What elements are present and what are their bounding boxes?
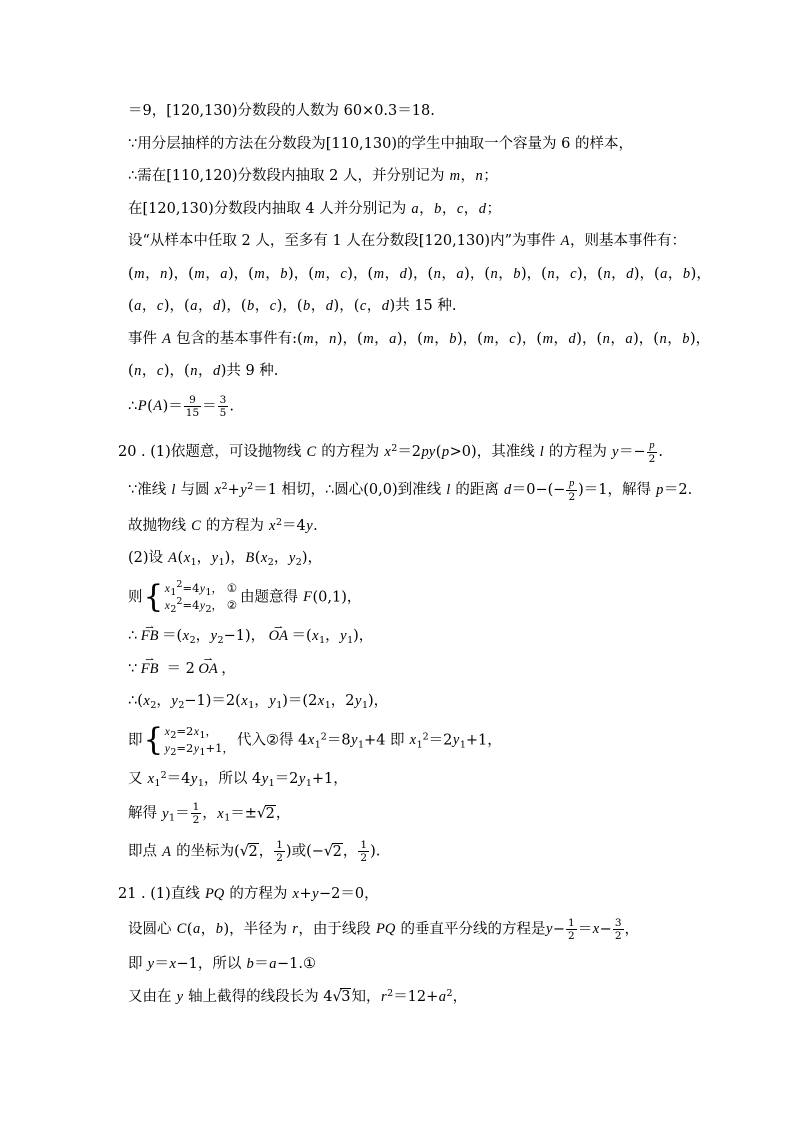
document-body	[118, 101, 742, 1007]
q20-line-11: 解得 $y_1=$ $\frac{1}{2}$ ，$x_1=\pm√2$，	[128, 801, 291, 827]
q20-line-9: 即 { $x_2=2x_1$， $y_2=2y_1+1$， 代入②得 $4x_1^2=8y_1+4$ 即 $x_1^2=2y_1+1$，	[128, 721, 502, 758]
q19-line-10: ∴P(A)＝ $\frac{9}{15}$ ＝ $\frac{3}{5}$ .	[128, 393, 234, 419]
q20-line-7: ∵ ⇀ FB ＝ 2 ⇀ OA ，	[128, 659, 742, 679]
radical: √2	[239, 843, 258, 860]
q21-line-4: 又由在 y 轴上截得的线段长为 4√3知，$r^2=12+a^2$，	[128, 987, 468, 1005]
q20-line-4: (2)设 $A(x_1$，$y_1$)，$B(x_2$，$y_2$)，	[128, 550, 322, 569]
equation-system	[143, 578, 238, 616]
fraction: $\frac{1}{2}$	[568, 916, 575, 942]
vector-arrow: ⇀ FB	[139, 626, 160, 646]
q21-line-1: 21 . (1)直线 PQ 的方程为 x+y−2＝0，	[118, 886, 379, 903]
q20-line-2: ∵准线 l 与圆 $x^2+y^2=1$ 相切，∴圆心(0,0)到准线 l 的距离 d＝0−(− $\frac{p}{2}$ )＝1，解得 p＝2.	[128, 478, 693, 504]
brace-icon: {	[143, 578, 164, 615]
q20-line-6: ∴ ⇀ FB $=(x_2$，$y_2-1$)， ⇀ OA $=(x_1$，$y_1$)，	[128, 626, 742, 646]
q19-line-5: 设“从样本中任取 2 人，至多有 1 人在分数段[120,130)内”为事件 A，则基本事件有：	[128, 233, 686, 249]
q20-line-5: 则 { $x_1^2=4y_1$， ① $x_2^2=4y_2$， ② 由题意得 F(0,1)，	[128, 578, 362, 616]
q20-line-3: 故抛物线 C 的方程为 $x^2=4y$.	[128, 516, 318, 534]
equation-system	[143, 721, 234, 758]
q20-line-1: 20 . (1)依题意，可设抛物线 C 的方程为 $x^2=2py(p>0)$，其准线 l 的方程为 y＝− $\frac{p}{2}$ .	[118, 439, 663, 465]
brace-icon: {	[143, 721, 164, 758]
q20-line-10: 又 $x_1^2=4y_1$，所以 $4y_1=2y_1+1$，	[128, 769, 348, 789]
fraction: $\frac{p}{2}$	[568, 478, 576, 504]
q20-line-8: $\therefore(x_2$，$y_2-1)=2(x_1$，$y_1)=(2x_1$，$2y_1$)，	[128, 693, 389, 712]
fraction: $\frac{1}{2}$	[192, 801, 200, 827]
fraction: $\frac{9}{15}$	[185, 393, 200, 419]
fraction: $\frac{3}{5}$	[219, 393, 227, 419]
radical: √2	[256, 805, 275, 822]
fraction: $\frac{1}{2}$	[360, 839, 368, 865]
q19-line-7: (a，c)，(a，d)，(b，c)，(b，d)，(c，d)共 15 种.	[128, 298, 457, 314]
q19-line-3: ∴需在[110,120)分数段内抽取 2 人，并分别记为 m，n；	[128, 168, 498, 184]
vector-arrow: ⇀ OA	[197, 659, 219, 679]
q21-line-2: 设圆心 C(a，b)，半径为 r，由于线段 PQ 的垂直平分线的方程是y− $\frac{1}{2}$ ＝x− $\frac{3}{2}$ ，	[128, 916, 640, 942]
fraction: $\frac{3}{2}$	[614, 916, 622, 942]
q19-line-4: 在[120,130)分数段内抽取 4 人并分别记为 a，b，c，d；	[128, 200, 502, 217]
fraction: $\frac{p}{2}$	[648, 439, 656, 465]
q19-line-6: (m，n)，(m，a)，(m，b)，(m，c)，(m，d)，(n，a)，(n，b)，(n，c)，(n，d)，(a，b)，	[128, 265, 711, 282]
vector-arrow: ⇀ FB	[139, 659, 160, 679]
radical: √2	[323, 843, 342, 860]
vector-arrow: ⇀ OA	[267, 626, 289, 646]
system-row: $x_1^2=4y_1$， ①	[164, 578, 238, 598]
system-row: $x_2^2=4y_2$， ②	[164, 596, 238, 616]
q19-line-1: ＝9，[120,130)分数段的人数为 60×0.3＝18.	[128, 103, 435, 119]
system-row: $y_2=2y_1+1$，	[164, 741, 234, 758]
q20-line-12: 即点 A 的坐标为(√2， $\frac{1}{2}$ )或(−√2， $\frac{1}{2}$ ).	[128, 839, 381, 865]
radical: √3	[332, 988, 351, 1005]
system-row: $x_2=2x_1$，	[164, 723, 217, 741]
fraction: $\frac{1}{2}$	[276, 839, 283, 865]
q21-line-3: 即 y＝x−1，所以 b＝a−1.①	[128, 956, 316, 973]
q19-line-8: 事件 A 包含的基本事件有:(m，n)，(m，a)，(m，b)，(m，c)，(m，d)，(n，a)，(n，b)，	[128, 330, 711, 347]
q19-line-2: ∵用分层抽样的方法在分数段为[110,130)的学生中抽取一个容量为 6 的样本，	[128, 135, 633, 152]
q19-line-9: (n，c)，(n，d)共 9 种.	[128, 363, 279, 379]
